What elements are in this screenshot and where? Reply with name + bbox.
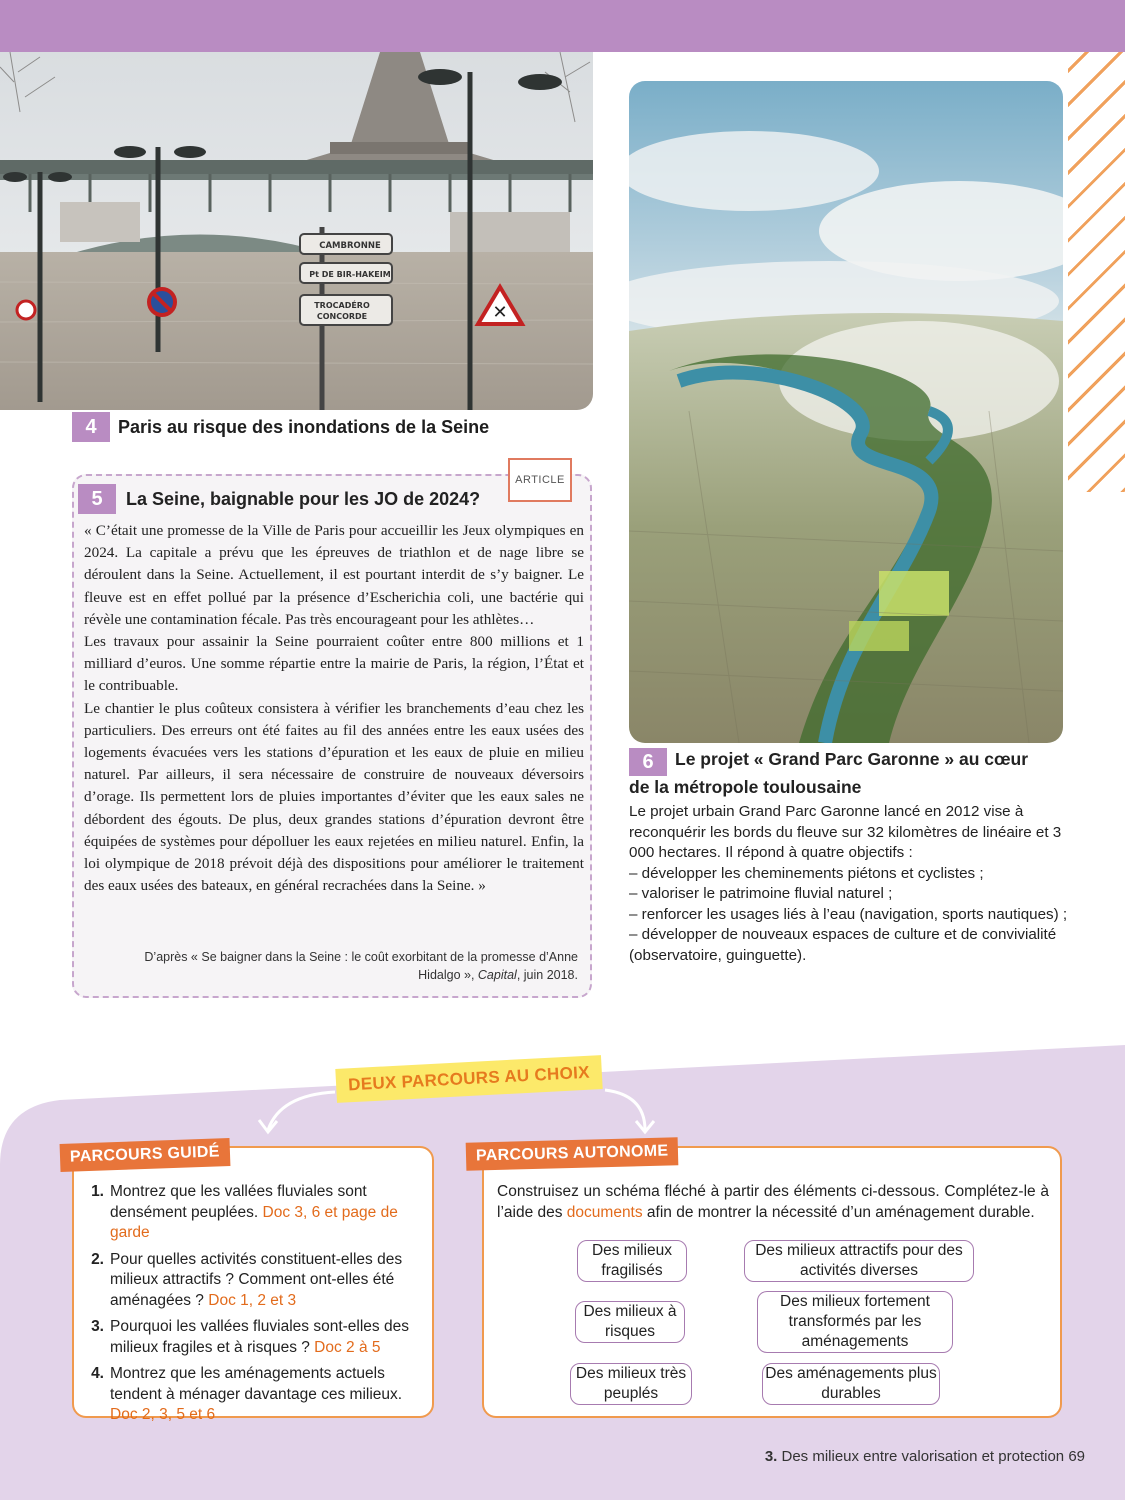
question-doc-ref: Doc 1, 2 et 3	[208, 1291, 297, 1309]
chip-milieux-attractifs: Des milieux attractifs pour des activités diverses	[744, 1240, 974, 1282]
doc5-source	[138, 948, 578, 984]
doc6-objective-4: – développer de nouveaux espaces de culture et de convivialité (observatoire, guinguette).	[629, 926, 1057, 964]
instructions-part-b: afin de montrer la nécessité d’un aménagement durable.	[642, 1203, 1035, 1221]
doc6-title-line2: de la métropole toulousaine	[629, 777, 862, 797]
question-list	[86, 1182, 420, 1432]
decorative-stripes	[1068, 52, 1125, 492]
doc6-number: 6	[629, 748, 667, 776]
source-journal: Capital	[477, 968, 517, 982]
doc5-number: 5	[78, 484, 116, 514]
question-doc-ref: Doc 2 à 5	[314, 1338, 381, 1356]
parcours-guide-label: PARCOURS GUIDÉ	[60, 1138, 231, 1172]
article-tag: ARTICLE	[508, 458, 572, 502]
instructions-part-a: Construisez un schéma fléché à partir des éléments ci-dessous. Complétez-le à l’aide des	[497, 1183, 1049, 1221]
doc6-objective-3: – renforcer les usages liés à l’eau (navigation, sports nautiques) ;	[629, 905, 1068, 923]
question-number: 1.	[91, 1183, 104, 1200]
doc5-body	[84, 520, 584, 897]
page-footer	[765, 1448, 1085, 1465]
doc4-number: 4	[72, 412, 110, 442]
chip-milieux-transformes: Des milieux fortement transformés par les aménagements	[757, 1291, 953, 1353]
doc6-objective-2: – valoriser le patrimoine fluvial naturel ;	[629, 885, 893, 902]
instructions-documents-link: documents	[566, 1203, 643, 1221]
sign-cambronne: CAMBRONNE	[319, 241, 381, 251]
doc5-paragraph-1: « C’était une promesse de la Ville de Paris pour accueillir les Jeux olympiques en 2024. La capitale a prévu que les épreuves de triathlon et de nage libre se déroulent dans la Seine. Actuellement, il est pourtant interdit de s’y baigner. Le fleuve est en effet pollué par la présence d’Escherichia coli, une bactérie qui révèle une contamination fécale. Pas très encourageant pour les athlètes…	[84, 522, 584, 628]
question-number: 3.	[91, 1318, 104, 1335]
doc4-caption	[72, 412, 489, 442]
doc5-paragraph-2: Les travaux pour assainir la Seine pourraient coûter entre 800 millions et 1 milliard d’euros. Une somme répartie entre la mairie de Paris, la région, l’État et le contribuable.	[84, 633, 584, 695]
doc5-article-box	[72, 474, 592, 998]
sign-concorde: CONCORDE	[316, 312, 368, 321]
doc4-title: Paris au risque des inondations de la Seine	[118, 416, 490, 437]
sign-trocadero: TROCADÉRO	[314, 301, 370, 310]
svg-text:✕: ✕	[492, 302, 508, 323]
question-1	[86, 1182, 420, 1244]
parcours-banner: DEUX PARCOURS AU CHOIX	[335, 1055, 602, 1103]
doc6-text	[629, 802, 1069, 966]
question-text: Pour quelles activités constituent-elles des milieux attractifs ? Comment ont-elles été aménagées ?	[110, 1250, 403, 1309]
doc6-caption	[629, 748, 1069, 966]
doc6-title-line1: Le projet « Grand Parc Garonne » au cœur	[675, 749, 1029, 769]
photo-paris-flood	[0, 52, 593, 410]
doc5-paragraph-3: Le chantier le plus coûteux consistera à vérifier les branchements d’eau chez les particuliers. Des erreurs ont été faites au fil des années entre les eaux usées des logements évacuées vers les stations d’épuration et les eaux de pluie en milieu naturel. Par ailleurs, il sera nécessaire de construire de nouveaux déversoirs d’orage. Ils permettent lors de pluies importantes d’éviter que les eaux sales ne débordent des égouts. De plus, deux grandes stations d’épuration devront être équipées de systèmes pour dépolluer les eaux rejetées en milieu naturel. Enfin, la loi olympique de 2018 prévoit déjà des dispositions pour améliorer le traitement des eaux usées des bateaux, en général recrachées dans la Seine. »	[84, 699, 584, 895]
chapter-title: Des milieux entre valorisation et protection	[781, 1448, 1065, 1465]
top-color-bar	[0, 0, 1125, 52]
question-doc-ref: Doc 2, 3, 5 et 6	[110, 1406, 216, 1423]
question-4	[86, 1364, 420, 1426]
chip-milieux-risques: Des milieux à risques	[575, 1301, 685, 1343]
chip-milieux-peuples: Des milieux très peuplés	[570, 1363, 692, 1405]
question-text: Pourquoi les vallées fluviales sont-elles des milieux fragiles et à risques ?	[110, 1318, 409, 1356]
question-text: Montrez que les vallées fluviales sont densément peuplées.	[110, 1183, 367, 1221]
chip-milieux-fragilises: Des milieux fragilisés	[577, 1240, 687, 1282]
photo-grand-parc-garonne	[629, 81, 1063, 743]
chapter-number: 3.	[764, 1448, 778, 1465]
question-text: Montrez que les aménagements actuels tendent à ménager davantage ces milieux.	[110, 1365, 403, 1403]
question-number: 2.	[91, 1250, 104, 1268]
question-doc-ref: Doc 3, 6 et page de garde	[110, 1203, 398, 1241]
doc5-title: La Seine, baignable pour les JO de 2024?	[126, 488, 481, 509]
doc6-intro: Le projet urbain Grand Parc Garonne lancé en 2012 vise à reconquérir les bords du fleuve sur 32 kilomètres de linéaire et 3 000 hectares. Il répond à quatre objectifs :	[629, 803, 1062, 861]
autonome-instructions	[497, 1182, 1049, 1223]
question-3	[86, 1317, 420, 1358]
chip-amenagements-durables: Des aménagements plus durables	[762, 1363, 940, 1405]
parcours-autonome-label: PARCOURS AUTONOME	[466, 1137, 679, 1171]
choice-arrows	[240, 1080, 670, 1140]
question-2	[86, 1250, 420, 1312]
source-prefix: D’après « Se baigner dans la Seine : le coût exorbitant de la promesse d’Anne Hidalgo »,	[144, 950, 578, 982]
sign-bir-hakeim: Pt DE BIR-HAKEIM	[309, 270, 391, 279]
doc6-objective-1: – développer les cheminements piétons et cyclistes ;	[629, 864, 984, 882]
page-number: 69	[1068, 1448, 1085, 1465]
source-suffix: , juin 2018.	[516, 968, 578, 982]
question-number: 4.	[91, 1365, 104, 1382]
